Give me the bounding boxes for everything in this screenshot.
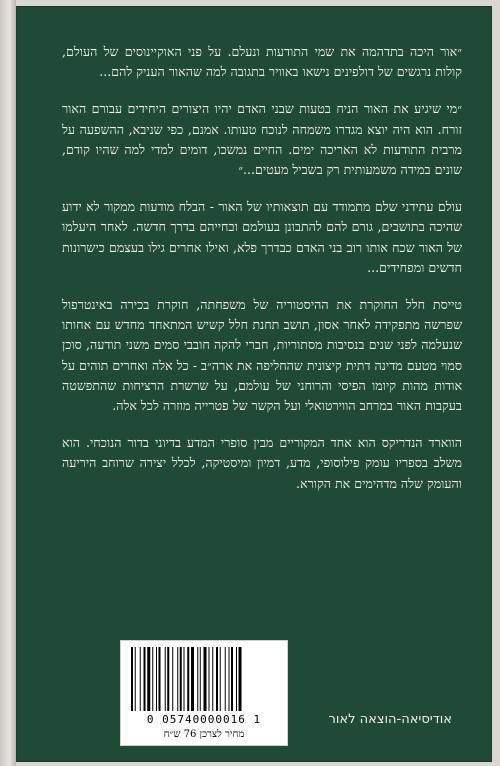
blurb-text (62, 42, 462, 511)
barcode-bar (167, 647, 169, 711)
barcode-bar (159, 647, 161, 711)
barcode-bar (200, 647, 201, 711)
barcode-bar (147, 647, 150, 711)
barcode-bar (204, 647, 207, 711)
blurb-paragraph-1: ״אור היכה בתדהמה את שמי התודעות ונעלם. על פני האוקיינוסים של העולם, קולות נרגשים של דולפינים נישאו באוויר בתגובה למה שהאור העניק להם... (62, 44, 462, 80)
barcode-bar (177, 647, 178, 711)
barcode-bar (144, 647, 146, 711)
barcode-bar (140, 647, 141, 711)
barcode-bar (239, 647, 242, 711)
blurb-paragraph-2: ״מי שיגיע את האור הניח בטעות שבני האדם יהיו היצורים היחידים עבורם האור זורח. הוא היה יוצא מגדרו משמחה לנוכח טעותו. אמנם, כפי שניבא, ההשפעה על מרבית התודעות לא האריכה ימים. החיים נמשכו, דומים למדי למה שהיו קודם, שונים במידה משמעותית רק בשביל מעטים...״ (62, 101, 462, 178)
barcode-bar (180, 647, 182, 711)
barcode-bars (129, 647, 279, 711)
price-label: מחיר לצרכן 76 ש״ח (163, 729, 245, 740)
barcode-bar (197, 647, 198, 711)
barcode-bar (225, 647, 226, 711)
blurb-paragraph-3: עולם עתידני שלם מתמודד עם תוצאותיו של האור - הבלח מודעות ממקור לא ידוע שהיכה בתושבים, גורם להם להתבונן בעולמם ובחייהם בדרך חדשה. לאחר היעלמו של האור שכח אותו רוב בני האדם כבדרך פלא, ואילו אחרים גילו בעצמם כישרונות חדשים ומפחידים... (62, 199, 462, 275)
barcode-bar (156, 647, 157, 711)
publisher-name: אודיסיאה-הוצאה לאור (328, 712, 452, 727)
barcode-bar (165, 647, 166, 711)
barcode-bar (191, 647, 194, 711)
barcode-bar (209, 647, 210, 711)
barcode-number: 0 05740000016 1 (146, 713, 262, 726)
barcode-bar (229, 647, 230, 711)
barcode-bar (212, 647, 213, 711)
barcode-bar (172, 647, 173, 711)
barcode-bar (184, 647, 185, 711)
barcode-bar (187, 647, 189, 711)
barcode (120, 640, 288, 746)
barcode-bar (152, 647, 153, 711)
barcode-bar (231, 647, 233, 711)
blurb-paragraph-5: הווארד הנדריקס הוא אחד המקוריים מבין סופרי המדע בדיוני בדור הנוכחי. הוא משלב בספריו עומק פילוסופי, מדע, דמיון ומיסטיקה, לכלל יצירה שרוחב היריעה והעומק שלה מדהימים את הקורא. (62, 435, 462, 491)
barcode-bar (131, 647, 133, 711)
barcode-bar (220, 647, 221, 711)
barcode-bar (236, 647, 237, 711)
barcode-bar (216, 647, 218, 711)
blurb-paragraph-4: טייסת חלל החוקרת את ההיסטוריה של משפחתה, חוקרת בכירה באינטרפול שפרשה מתפקידה לאחר אסון, תושב תחנת חלל קשיש המתאחד מחדש עם אחותו שנעלמה לפני שנים בנסיבות מסתוריות, חברי להקה חובבי סמים משני תודעה, סוכן סמוי מטעם מדינה דתית קיצונית שהחליפה את ארה״ב - כל אלה ואחרים תוהים על אודות מהות קיומו הפיסי והרוחני של עולמם, על שרשרת הרציחות שהתפשטה בעקבות האור במרחב הווירטואלי ועל הקשר של פטרייה מוזרה לכל אלה. (62, 297, 462, 414)
barcode-bar (135, 647, 136, 711)
page-edge (0, 0, 16, 766)
